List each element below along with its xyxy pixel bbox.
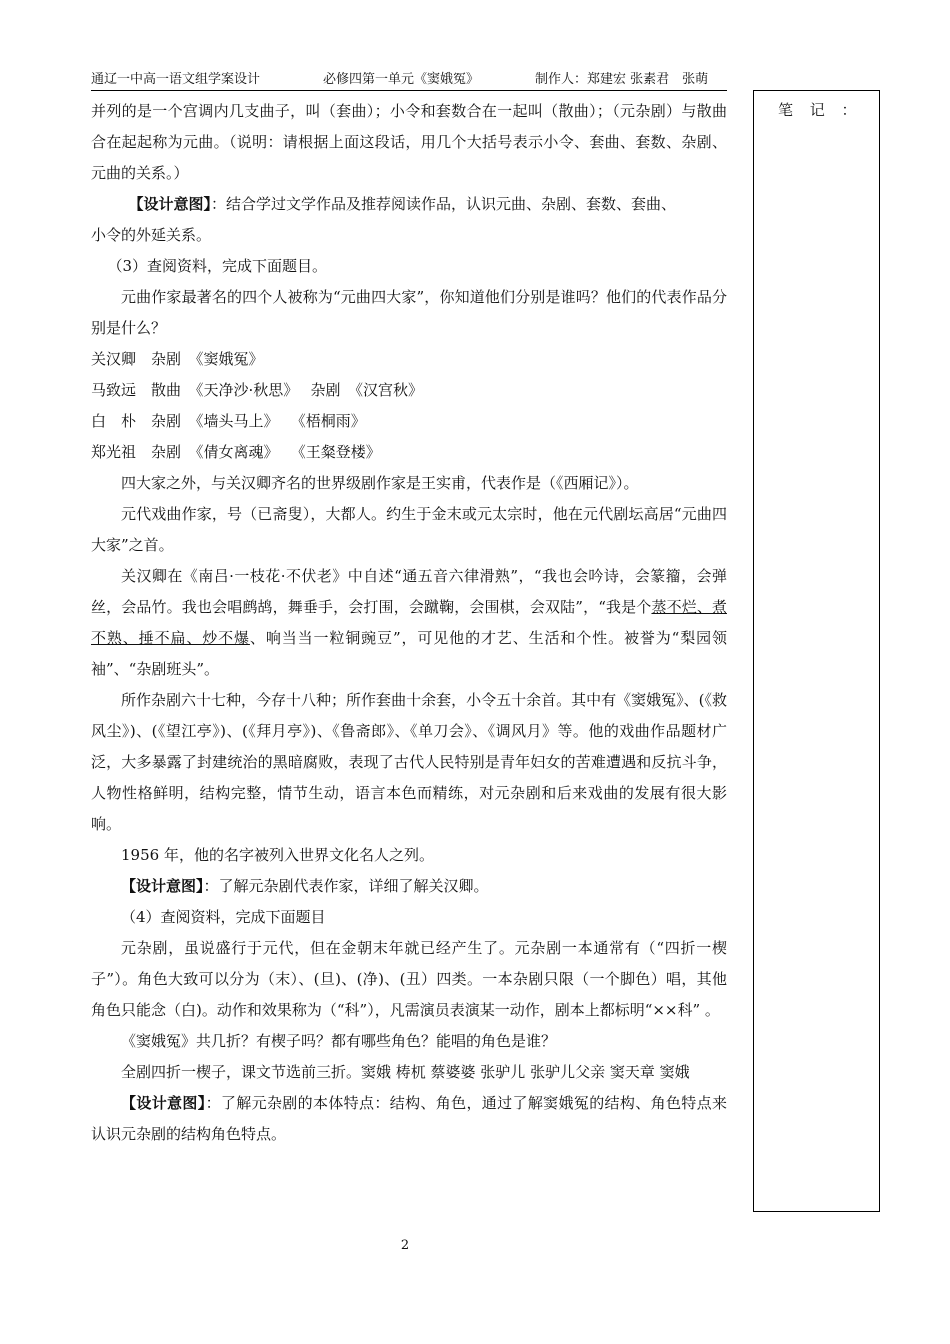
design-intent-3: 【设计意图】：了解元杂剧的本体特点：结构、角色，通过了解窦娥冤的结构、角色特点来认识元杂剧的结构角色特点。 xyxy=(91,1094,727,1143)
header-unit: 必修四第一单元《窦娥冤》 xyxy=(323,72,480,87)
question-dou-e: 《窦娥冤》共几折？有楔子吗？都有哪些角色？能唱的角色是谁？ xyxy=(121,1032,557,1050)
paragraph-guan-self: 关汉卿在《南吕·一枝花·不伏老》中自述“通五音六律滑熟”，“我也会吟诗，会篆籀，会弹丝，会品竹。我也会唱鹧鸪，舞垂手，会打围，会蹴鞠，会围棋，会双陆”，“我是个蒸不烂、煮不熟、捶不扁、炒不爆、响当当一粒铜豌豆”，可见他的才艺、生活和个性。被誉为“梨园领袖”、“杂剧班头”。 xyxy=(91,567,727,678)
paragraph-guan-intro: 元代戏曲作家，号（已斋叟），大都人。约生于金末或元太宗时，他在元代剧坛高居“元曲四大家”之首。 xyxy=(91,505,727,554)
paragraph-wang-shifu: 四大家之外，与关汉卿齐名的世界级剧作家是王实甫，代表作是（《西厢记》）。 xyxy=(121,474,639,492)
task-4-title: （4）查阅资料，完成下面题目 xyxy=(121,908,326,926)
page-header xyxy=(91,72,727,91)
header-authors: 制作人：郑建宏 张素君 张萌 xyxy=(535,72,709,87)
task-3-title: （3）查阅资料，完成下面题目。 xyxy=(107,257,328,275)
notes-label: 笔 记 ： xyxy=(778,101,863,119)
paragraph-zaju: 元杂剧，虽说盛行于元代，但在金朝末年就已经产生了。元杂剧一本通常有（“四折一楔子”）。角色大致可以分为（末）、(旦)、(净)、(丑）四类。一本杂剧只限（一个脚色）唱，其他角色只能念（白)。动作和效果称为（“科”），凡需演员表演某一动作，剧本上都标明“××科” 。 xyxy=(91,939,727,1019)
main-content xyxy=(91,96,727,1150)
design-intent-2: 【设计意图】：了解元杂剧代表作家，详细了解关汉卿。 xyxy=(121,877,489,895)
header-school: 通辽一中高一语文组学案设计 xyxy=(91,72,261,87)
question-four-masters: 元曲作家最著名的四个人被称为“元曲四大家”，你知道他们分别是谁吗？他们的代表作品分别是什么？ xyxy=(91,288,727,337)
paragraph-qu-types: 并列的是一个宫调内几支曲子，叫（套曲）；小令和套数合在一起叫（散曲）；（元杂剧）与散曲合在起起称为元曲。（说明：请根据上面这段话，用几个大括号表示小令、套曲、套数、杂剧、元曲的关系。） xyxy=(91,102,727,182)
design-intent-label: 【设计意图】 xyxy=(128,195,212,213)
author-zheng-guangzu: 郑光祖 杂剧 《倩女离魂》 《王粲登楼》 xyxy=(91,443,381,461)
paragraph-guan-works: 所作杂剧六十七种，今存十八种；所作套曲十余套，小令五十余首。其中有《窦娥冤》、(《救风尘》)、(《望江亭》)、(《拜月亭》)、《鲁斋郎》、《单刀会》、《调风月》等。他的戏曲作品题材广泛，大多暴露了封建统治的黑暗腐败，表现了古代人民特别是青年妇女的苦难遭遇和反抗斗争，人物性格鲜明，结构完整，情节生动，语言本色而精练，对元杂剧和后来戏曲的发展有很大影响。 xyxy=(91,691,727,833)
notes-box xyxy=(753,90,880,1212)
paragraph-1956: 1956 年，他的名字被列入世界文化名人之列。 xyxy=(121,846,434,864)
page-number: 2 xyxy=(400,1238,410,1253)
author-ma-zhiyuan: 马致远 散曲 《天净沙·秋思》 杂剧 《汉宫秋》 xyxy=(91,381,424,399)
author-bai-pu: 白 朴 杂剧 《墙头马上》 《梧桐雨》 xyxy=(91,412,366,430)
answer-dou-e: 全剧四折一楔子，课文节选前三折。窦娥 梼杌 蔡婆婆 张驴儿 张驴儿父亲 窦天章 窦娥 xyxy=(121,1063,690,1081)
author-guan-hanqing: 关汉卿 杂剧 《窦娥冤》 xyxy=(91,350,264,368)
design-intent-1: 【设计意图】：结合学过文学作品及推荐阅读作品，认识元曲、杂剧、套数、套曲、 xyxy=(128,195,677,213)
underlined-phrase: 蒸不烂、煮不熟、捶不扁、炒不爆 xyxy=(91,598,727,647)
design-intent-1-cont: 小令的外延关系。 xyxy=(91,226,212,244)
